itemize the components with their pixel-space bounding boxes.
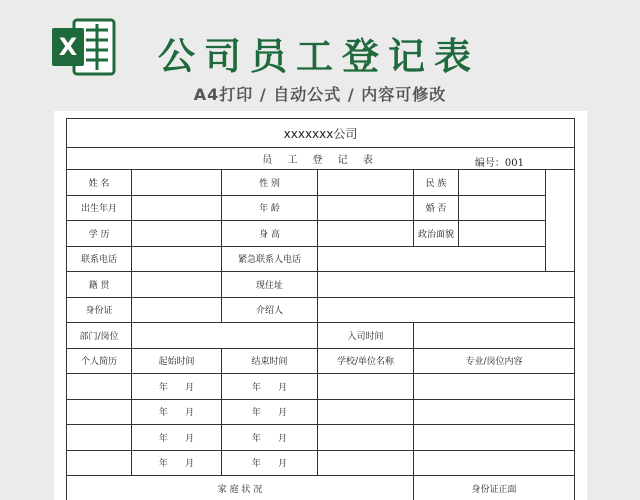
page-title: 公司员工登记表 <box>158 35 480 78</box>
label-id-card: 身份证 <box>67 297 132 323</box>
label-phone: 联系电话 <box>67 246 132 272</box>
resume-start[interactable]: 年 月 <box>132 450 222 476</box>
registration-form <box>66 118 574 500</box>
resume-spacer <box>67 425 132 451</box>
field-emergency[interactable] <box>318 246 546 272</box>
resume-end[interactable]: 年 月 <box>222 399 318 425</box>
label-join-date: 入司时间 <box>318 323 414 349</box>
field-birth[interactable] <box>132 195 222 221</box>
resume-start[interactable]: 年 月 <box>132 425 222 451</box>
field-referrer[interactable] <box>318 297 575 323</box>
header-start: 起始时间 <box>132 348 222 374</box>
field-name[interactable] <box>132 170 222 196</box>
field-gender[interactable] <box>318 170 414 196</box>
field-ethnicity[interactable] <box>459 170 546 196</box>
resume-row <box>67 399 575 425</box>
resume-spacer <box>67 399 132 425</box>
label-political: 政治面貌 <box>414 221 459 247</box>
resume-spacer <box>67 450 132 476</box>
field-id-card[interactable] <box>132 297 222 323</box>
page-subtitle: A4打印 / 自动公式 / 内容可修改 <box>193 85 447 104</box>
field-political[interactable] <box>459 221 546 247</box>
svg-text:X: X <box>58 33 78 61</box>
header-major: 专业/岗位内容 <box>414 348 575 374</box>
label-height: 身 高 <box>222 221 318 247</box>
resume-row <box>67 374 575 400</box>
id-front-header: 身份证正面 <box>414 476 575 500</box>
company-name: xxxxxxx公司 <box>67 119 575 148</box>
label-emergency: 紧急联系人电话 <box>222 246 318 272</box>
resume-major[interactable] <box>414 425 575 451</box>
form-title-row <box>67 148 575 170</box>
form-title: 员 工 登 记 表 <box>262 155 379 166</box>
resume-school[interactable] <box>318 374 414 400</box>
label-referrer: 介绍人 <box>222 297 318 323</box>
family-status-header: 家 庭 状 况 <box>67 476 414 500</box>
field-education[interactable] <box>132 221 222 247</box>
label-education: 学 历 <box>67 221 132 247</box>
resume-row <box>67 450 575 476</box>
page-header <box>0 0 640 110</box>
field-address[interactable] <box>318 272 575 298</box>
document-paper <box>54 111 587 500</box>
label-resume: 个人简历 <box>67 348 132 374</box>
serial-number: 编号：001 <box>474 158 525 169</box>
label-address: 现住址 <box>222 272 318 298</box>
photo-box[interactable] <box>546 170 575 272</box>
header-end: 结束时间 <box>222 348 318 374</box>
field-marital[interactable] <box>459 195 546 221</box>
label-native: 籍 贯 <box>67 272 132 298</box>
field-native[interactable] <box>132 272 222 298</box>
resume-start[interactable]: 年 月 <box>132 374 222 400</box>
field-dept[interactable] <box>132 323 318 349</box>
label-name: 姓 名 <box>67 170 132 196</box>
resume-row <box>67 425 575 451</box>
resume-start[interactable]: 年 月 <box>132 399 222 425</box>
field-height[interactable] <box>318 221 414 247</box>
resume-major[interactable] <box>414 399 575 425</box>
resume-major[interactable] <box>414 374 575 400</box>
label-age: 年 龄 <box>222 195 318 221</box>
resume-school[interactable] <box>318 425 414 451</box>
excel-icon <box>50 16 116 78</box>
field-age[interactable] <box>318 195 414 221</box>
resume-school[interactable] <box>318 399 414 425</box>
resume-end[interactable]: 年 月 <box>222 425 318 451</box>
field-phone[interactable] <box>132 246 222 272</box>
label-dept: 部门/岗位 <box>67 323 132 349</box>
resume-major[interactable] <box>414 450 575 476</box>
label-birth: 出生年月 <box>67 195 132 221</box>
label-gender: 性 别 <box>222 170 318 196</box>
label-marital: 婚 否 <box>414 195 459 221</box>
label-ethnicity: 民 族 <box>414 170 459 196</box>
header-school: 学校/单位名称 <box>318 348 414 374</box>
resume-end[interactable]: 年 月 <box>222 374 318 400</box>
resume-spacer <box>67 374 132 400</box>
field-join-date[interactable] <box>414 323 575 349</box>
resume-school[interactable] <box>318 450 414 476</box>
resume-end[interactable]: 年 月 <box>222 450 318 476</box>
